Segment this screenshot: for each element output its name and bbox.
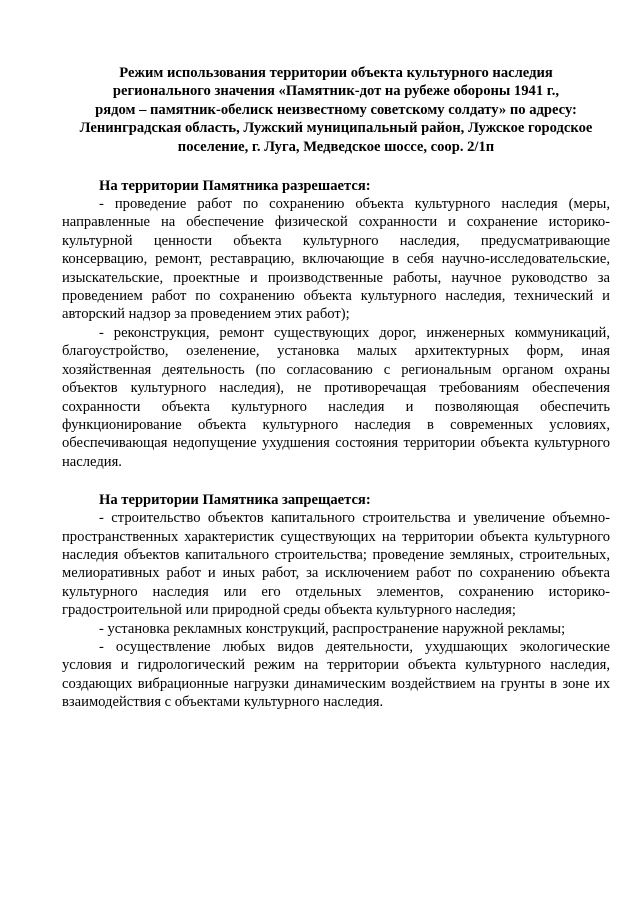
document-page bbox=[62, 64, 610, 712]
allowed-section bbox=[62, 177, 610, 471]
title-line: поселение, г. Луга, Медведское шоссе, соор. 2/1п bbox=[177, 138, 495, 155]
title-line: рядом – памятник-обелиск неизвестному советскому солдату» по адресу: bbox=[95, 101, 577, 118]
prohibited-item: - строительство объектов капитального строительства и увеличение объемно-пространственных характеристик существующих на территории объекта культурного наследия объектов капитального строительства; проведение земляных, строительных, мелиоративных работ и иных работ, за исключением работ по сохранению объекта культурного наследия или его отдельных элементов, сохранению историко-градостроительной или природной среды объекта культурного наследия; bbox=[62, 510, 610, 619]
prohibited-section bbox=[62, 491, 610, 711]
prohibited-item: - установка рекламных конструкций, распространение наружной рекламы; bbox=[99, 620, 566, 637]
allowed-item: - проведение работ по сохранению объекта культурного наследия (меры, направленные на обеспечение физической сохранности и сохранение историко-культурной ценности объекта культурного наследия, предусматривающие консервацию, ремонт, реставрацию, включающие в себя научно-исследовательские, изыскательские, проектные и производственные работы, научное руководство за проведением работ по сохранению объекта культурного наследия, технический и авторский надзор за проведением этих работ); bbox=[62, 196, 610, 323]
prohibited-item: - осуществление любых видов деятельности, ухудшающих экологические условия и гидрологический режим на территории объекта культурного наследия, создающих вибрационные нагрузки динамическим воздействием на грунты в зоне их взаимодействия с объектами культурного наследия. bbox=[62, 638, 610, 711]
title-line: регионального значения «Памятник-дот на рубеже обороны 1941 г., bbox=[112, 83, 560, 100]
document-title bbox=[62, 64, 610, 156]
allowed-item: - реконструкция, ремонт существующих дорог, инженерных коммуникаций, благоустройство, озеленение, установка малых архитектурных форм, иная хозяйственная деятельность (по согласованию с региональным органом охраны объектов культурного наследия), не противоречащая требованиям обеспечения сохранности объекта культурного наследия и позволяющая обеспечить функционирование объекта культурного наследия в современных условиях, обеспечивающая недопущение ухудшения состояния территории объекта культурного наследия. bbox=[62, 324, 610, 470]
allowed-heading: На территории Памятника разрешается: bbox=[99, 178, 371, 195]
title-line: Ленинградская область, Лужский муниципальный район, Лужское городское bbox=[79, 120, 593, 137]
prohibited-heading: На территории Памятника запрещается: bbox=[99, 492, 371, 509]
title-line: Режим использования территории объекта культурного наследия bbox=[119, 65, 553, 81]
